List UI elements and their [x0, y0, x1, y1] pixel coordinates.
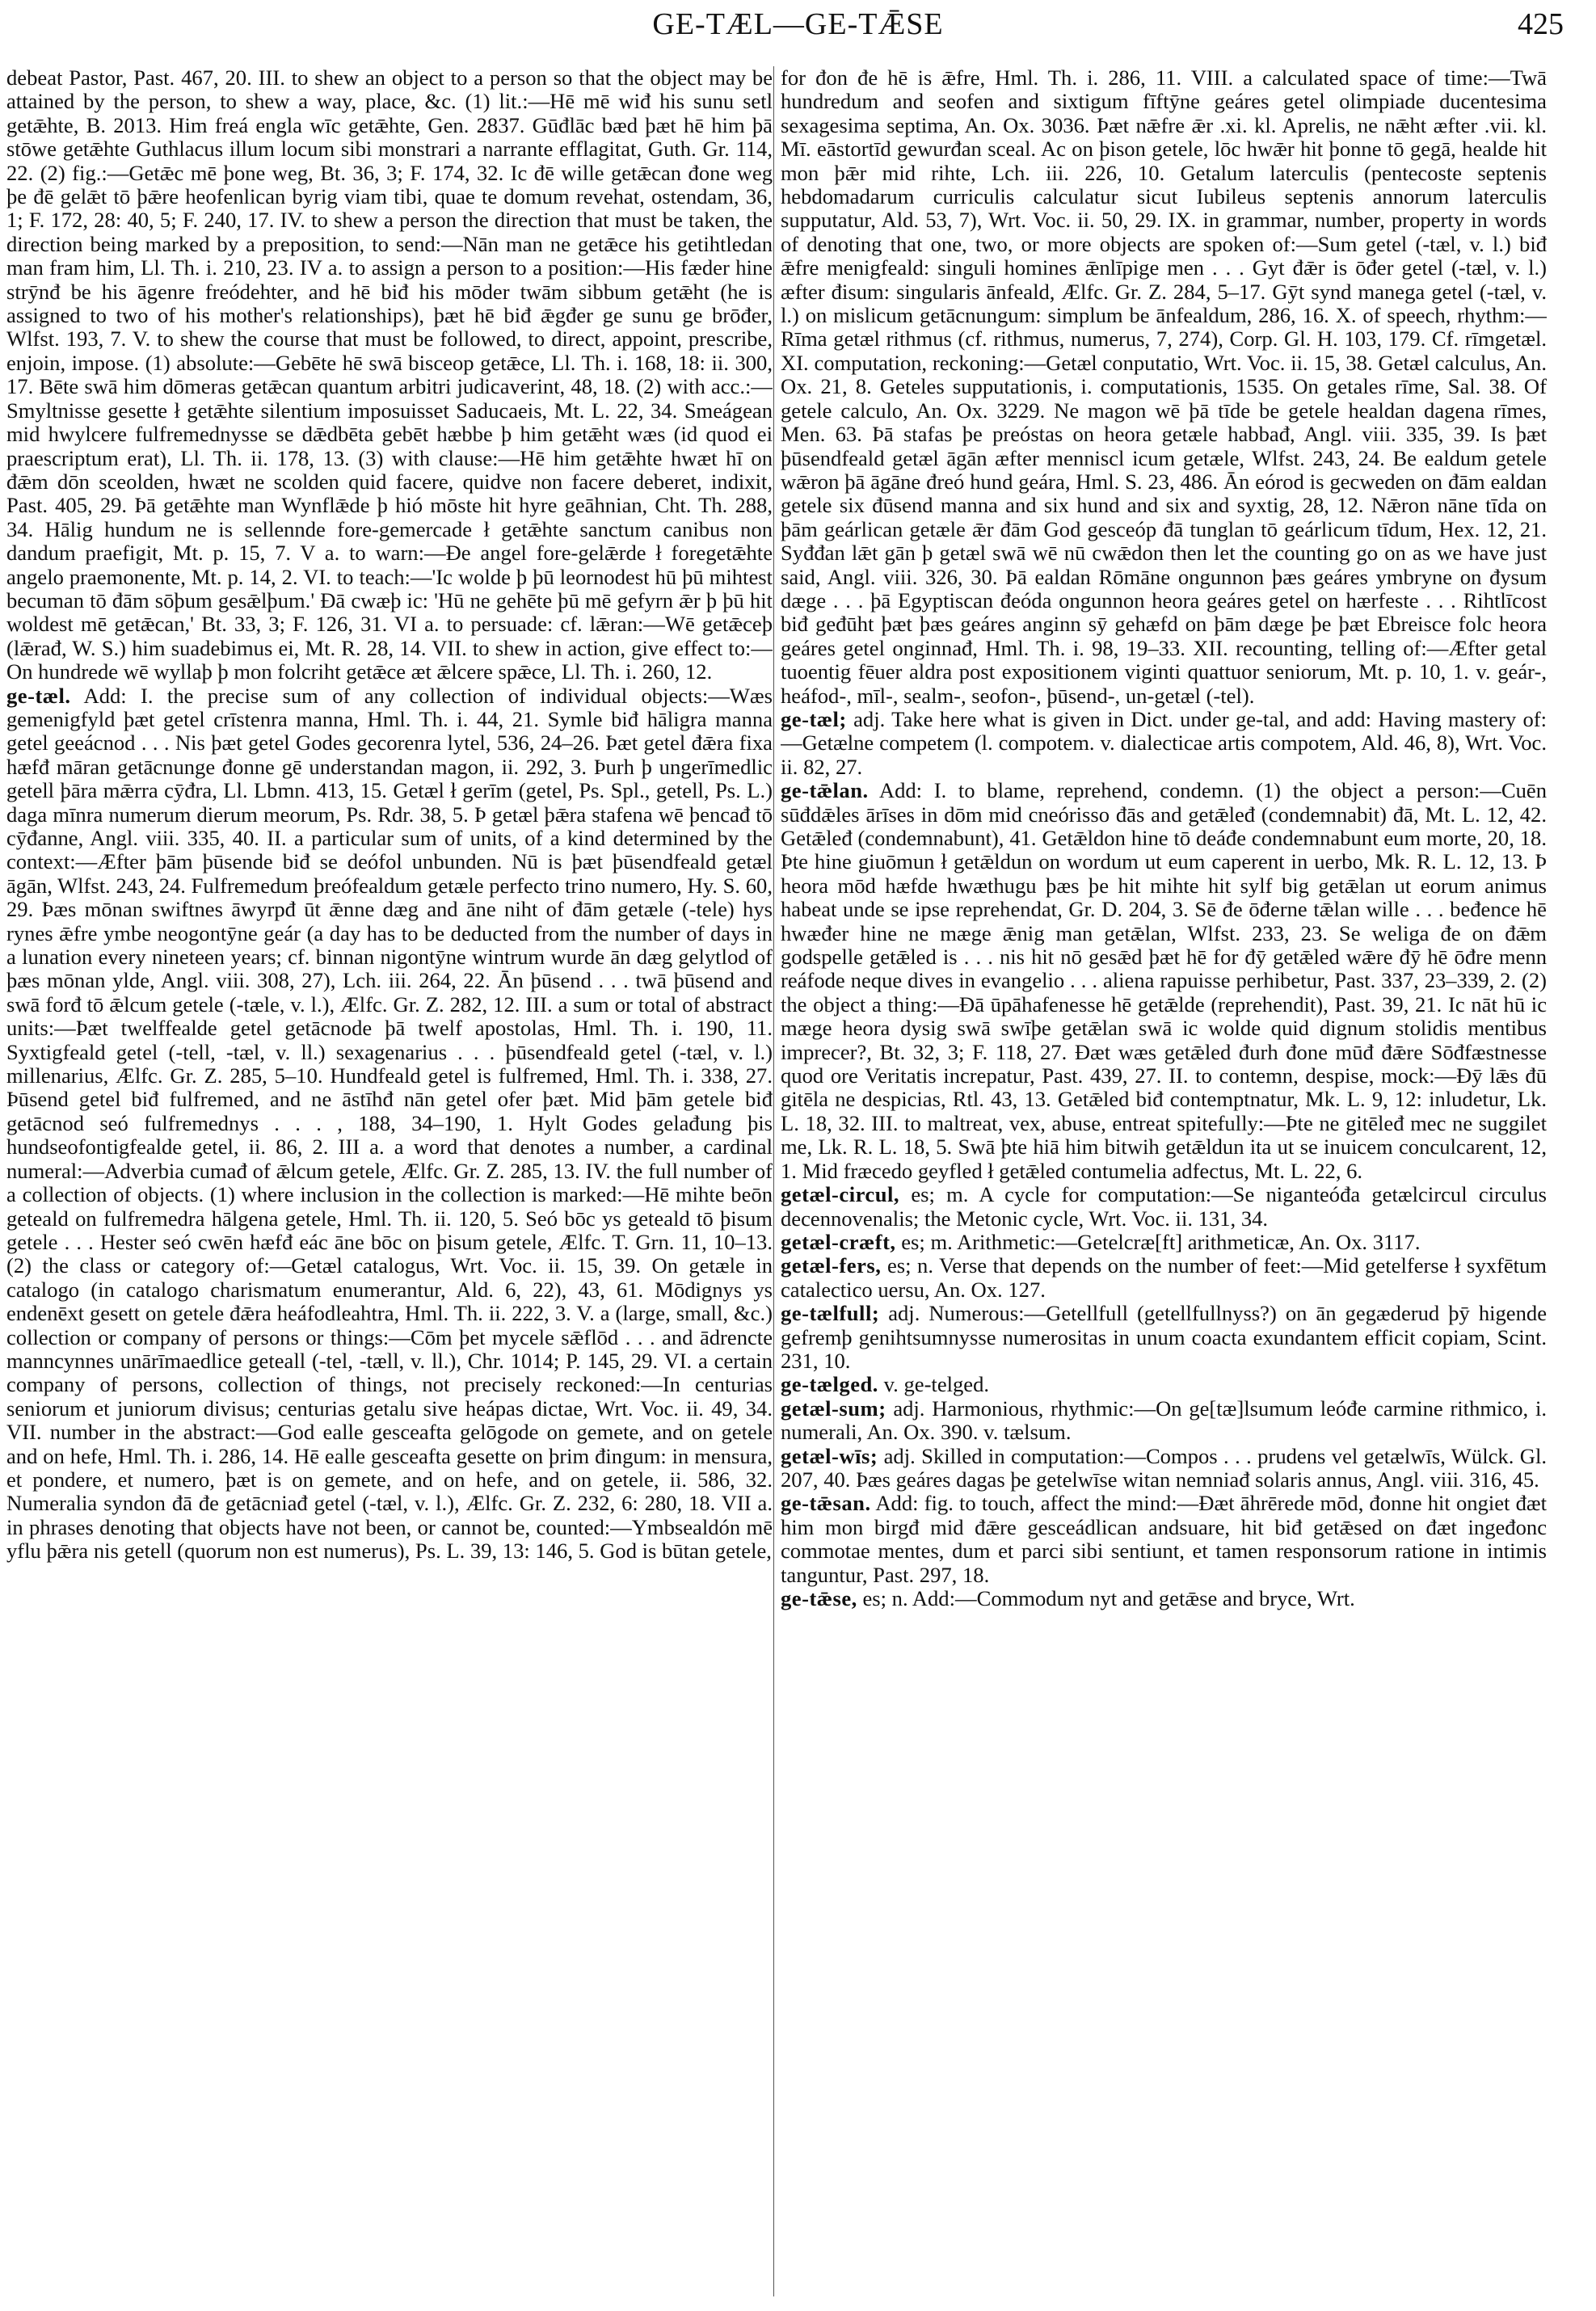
entry-body: es; m. A cycle for computation:—Se niganteóđa getælcircul circulus decennovenalis; the Metonic cycle, Wrt. Voc. ii. 131, 34. [781, 1182, 1547, 1231]
dictionary-entry [6, 66, 773, 684]
dictionary-entry [781, 1492, 1547, 1587]
left-column [6, 66, 773, 2305]
running-title: GE-TÆL—GE-TǢSE [652, 7, 944, 41]
right-column [781, 66, 1547, 2305]
entry-body: v. ge-telged. [883, 1372, 990, 1397]
headword: ge-tælfull; [781, 1301, 880, 1326]
entry-body: debeat Pastor, Past. 467, 20. III. to shew an object to a person so that the object may be attained by the person, to shew a way, place, &c. (1) lit.:—Hē mē wiđ his sunu setl getǣhte, B. 2013. Him freá engla wīc getǣhte, Gen. 2837. Gūđlāc bæd þæt hē him þā stōwe getǣhte Guthlacus illum locum sibi monstrari a narrante efflagitat, Guth. Gr. 114, 22. (2) fig.:—Getǣc mē þone weg, Bt. 36, 3; F. 174, 32. Ic đē wille getǣcan đone weg þe đē gelǣt tō þǣre heofenlican byrig viam tibi, quae te domum revehat, ostendam, 36, 1; F. 172, 28: 40, 5; F. 240, 17. IV. to shew a person the direction that must be taken, the direction being marked by a preposition, to send:—Nān man ne getǣce his getihtledan man fram him, Ll. Th. i. 210, 23. IV a. to assign a person to a position:—His fæder hine strȳnđ be his āgenre freódehter, and hē biđ his mōder twām sibbum getǣht (he is assigned to two of his mother's relationships), þæt hē biđ ǣgđer ge sunu ge brōđer, Wlfst. 193, 7. V. to shew the course that must be followed, to direct, appoint, prescribe, enjoin, impose. (1) absolute:—Gebēte hē swā bisceop getǣce, Ll. Th. i. 168, 18: ii. 300, 17. Bēte swā him dōmeras getǣcan quantum arbitri judicaverint, 48, 18. (2) with acc.:—Smyltnisse gesette ł getǣhte silentium imposuisset Saducaeis, Mt. L. 22, 34. Smeágean mid hwylcere fulfremednysse se dǣdbēta gebēt hæbbe þ him getǣht wæs (id quod ei praescriptum erat), Ll. Th. ii. 178, 13. (3) with clause:—Hē him getǣhte hwæt hī on đǣm dōn sceolden, hwæt ne scolden quid facere, quidve non facere deberet, indixit, Past. 405, 29. Þā getǣhte man Wynflǣde þ hió mōste hit hyre geāhnian, Cht. Th. 288, 34. Hālig hundum ne is sellennde fore-gemercade ł getǣhte sanctum canibus non dandum praefigit, Mt. p. 15, 7. V a. to warn:—Đe angel fore-gelǣrde ł foregetǣhte angelo praemonente, Mt. p. 14, 2. VI. to teach:—'Ic wolde þ þū leornodest hū þū mihtest becuman tō đām sōþum gesǣlþum.' Đā cwæþ ic: 'Hū ne gehēte þū mē gefyrn ǣr þ þū hit woldest mē getǣcan,' Bt. 33, 3; F. 126, 31. VI a. to persuade: cf. lǣran:—Wē getǣceþ (lǣrađ, W. S.) him suadebimus ei, Mt. R. 28, 14. VII. to shew in action, give effect to:—On hundrede wē wyllaþ þ mon folcriht getǣce æt ǣlcere spǣce, Ll. Th. i. 260, 12. [6, 66, 773, 684]
entry-body: adj. Numerous:—Getellfull (getellfullnyss?) on ān gegæderud þȳ higende gefremþ genihtsumnysse numerositas in unum coacta exundantem efficit copiam, Scint. 231, 10. [781, 1301, 1547, 1373]
headword: ge-tælged. [781, 1372, 878, 1397]
page-header [0, 6, 1596, 47]
entry-body: es; n. Add:—Commodum nyt and getǣse and bryce, Wrt. [862, 1586, 1355, 1610]
dictionary-entry [781, 1397, 1547, 1445]
dictionary-entry [781, 1587, 1547, 1610]
column-divider [773, 66, 774, 2296]
headword: ge-tæl. [6, 683, 71, 708]
dictionary-entry [6, 684, 773, 1564]
entry-body: Add: I. the precise sum of any collection of individual objects:—Wæs gemenigfyld þæt getel crīstenra manna, Hml. Th. i. 44, 21. Symle biđ hāligra manna getel geeácnod . . . Nis þæt getel Godes gecorenra lytel, 536, 24–26. Þæt getel đǣra fixa hæfđ māran getācnunge đonne gē understandan magon, ii. 292, 3. Þurh þ ungerīmedlic getell þāra mǣrra cȳđra, Ll. Lbmn. 413, 15. Getæl ł gerīm (getel, Ps. Spl., getell, Ps. L.) daga mīnra numerum dierum meorum, Ps. Rdr. 38, 5. Þ getæl þǣra stafena wē þencađ tō cȳđanne, Angl. viii. 335, 40. II. a particular sum of units, of a kind determined by the context:—Æfter þām þūsende biđ se deófol unbunden. Nū is þæt þūsendfeald getæl āgān, Wlfst. 243, 24. Fulfremedum þreófealdum getæle perfecto trino numero, Hy. S. 60, 29. Þæs mōnan swiftnes āwyrpđ ūt ǣnne dæg and āne niht of đām getæle (-tele) hys rynes ǣfre ymbe neogontȳne geár (a day has to be deducted from the number of days in a lunation every nineteen years; cf. binnan nigontȳne wintrum wurde ān dæg gelytlod of þæs mōnan ylde, Angl. viii. 308, 27), Lch. iii. 264, 22. Ān þūsend . . . twā þūsend and swā forđ tō ǣlcum getele (-tæle, v. l.), Ælfc. Gr. Z. 282, 12. III. a sum or total of abstract units:—Þæt twelffealde getel getācnode þā twelf apostolas, Hml. Th. i. 190, 11. Syxtigfeald getel (-tell, -tæl, v. ll.) sexagenarius . . . þūsendfeald getel (-tæl, v. l.) millenarius, Ælfc. Gr. Z. 285, 5–10. Hundfeald getel is fulfremed, Hml. Th. i. 338, 27. Þūsend getel biđ fulfremed, and ne āstīhđ nān getel ofer þæt. Mid þām getele biđ getācnod seó fulfremednys . . . , 188, 34–190, 1. Hylt Godes gelađung þis hundseofontigfealde getel, ii. 86, 2. III a. a word that denotes a number, a cardinal numeral:—Adverbia cumađ of ǣlcum getele, Ælfc. Gr. Z. 285, 13. IV. the full number of a collection of objects. (1) where inclusion in the collection is marked:—Hē mihte beōn geteald on fulfremedra hālgena getele, Hml. Th. ii. 120, 5. Seó bōc ys geteald tō þisum getele . . . Hester seó cwēn hæfđ eác āne bōc on þisum getele, Ælfc. T. Grn. 11, 10–13. (2) the class or category of:—Getæl catalogus, Wrt. Voc. ii. 15, 39. On getæle in catalogo (in catalogo charismatum enumerantur, Ald. 6, 22), 43, 61. Mōdignys ys endenēxt gesett on getele đǣra heáfodleahtra, Hml. Th. ii. 222, 3. V. a (large, small, &c.) collection or company of persons or things:—Cōm þet mycele sǣflōd . . . and ādrencte manncynnes unārīmaedlice geteall (-tel, -tæll, v. ll.), Chr. 1014; P. 145, 29. VI. a certain company of persons, collection of things, not precisely reckoned:—In centurias seniorum et juniorum divisus; centurias getalu sive heápas dictae, Wrt. Voc. ii. 49, 34. VII. number in the abstract:—God ealle gesceafta gelōgode on gemete, and on getele and on hefe, Hml. Th. i. 286, 14. Hē ealle gesceafta gesette on þrim đingum: in mensura, et pondere, et numero, þæt is on gemete, and on hefe, and on getele, ii. 586, 32. Numeralia syndon đā đe getācniađ getel (-tæl, v. l.), Ælfc. Gr. Z. 232, 6: 280, 18. VII a. in phrases denoting that objects have not been, or cannot be, counted:—Ymbsealdón mē yflu þǣra nis getell (quorum non est numerus), Ps. L. 39, 13: 146, 5. God is būtan getele, [6, 683, 773, 1564]
dictionary-entry [781, 1254, 1547, 1302]
dictionary-entry [781, 1302, 1547, 1373]
dictionary-entry [781, 1373, 1547, 1396]
entry-body: adj. Take here what is given in Dict. under ge-tal, and add: Having mastery of:—Getælne competem (l. compotem. v. dialecticae artis compotem, Ald. 46, 8), Wrt. Voc. ii. 82, 27. [781, 706, 1547, 779]
entry-body: es; m. Arithmetic:—Getelcræ[ft] arithmeticæ, An. Ox. 3117. [901, 1229, 1421, 1254]
dictionary-entry [781, 1183, 1547, 1231]
headword: ge-tǣlan. [781, 778, 869, 803]
headword: getæl-fers, [781, 1253, 882, 1278]
headword: ge-tæl; [781, 706, 847, 731]
dictionary-entry [781, 708, 1547, 779]
headword: getæl-wīs; [781, 1443, 878, 1468]
dictionary-entry [781, 66, 1547, 708]
entry-body: adj. Harmonious, rhythmic:—On ge[tæ]lsumum leóđe carmine rithmico, i. numerali, An. Ox. 390. v. tælsum. [781, 1395, 1547, 1445]
page-number: 425 [1518, 7, 1564, 41]
dictionary-entry [781, 779, 1547, 1183]
dictionary-entry [781, 1231, 1547, 1254]
headword: getæl-sum; [781, 1395, 886, 1421]
headword: ge-tǣse, [781, 1586, 857, 1610]
entry-body: Add: fig. to touch, affect the mind:—Đæt āhrērede mōd, đonne hit ongiet đæt him mon birgđ mid đǣre gesceádlican andsuare, hit biđ getǣsed on đæt ingeđonc commotae mentes, dum et parci sibi sentiunt, et tamen responsorum ratione in intimis tanguntur, Past. 297, 18. [781, 1491, 1547, 1587]
entry-body: adj. Skilled in computation:—Compos . . . prudens vel getælwīs, Wülck. Gl. 207, 40. Þæs geáres dagas þe getelwīse witan nemniađ solaris annus, Angl. viii. 316, 45. [781, 1443, 1547, 1492]
headword: getæl-circul, [781, 1182, 900, 1207]
headword: getæl-cræft, [781, 1229, 896, 1254]
dictionary-entry [781, 1445, 1547, 1492]
entry-body: Add: I. to blame, reprehend, condemn. (1) the object a person:—Cuēn sūđdǣles ārīses in dōm mid cneórisso đās and getǣleđ (condemnabit) đā, Mt. L. 12, 42. Getǣleđ (condemnabunt), 41. Getǣldon hine tō deáđe condemnabunt eum morte, 20, 18. Þte hine giuōmun ł getǣldun on wordum ut eum caperent in uerbo, Mk. R. L. 12, 13. Þ heora mōd hæfde hwæthugu þæs þe hit mihte hit sylf big getǣlan ut eorum animus habeat unde se ipse reprehendat, Gr. D. 204, 3. Sē đe ōđerne tǣlan wille . . . beđence hē hwæđer hine ne mæge ǣnig man getǣlan, Wlfst. 233, 23. Se weliga đe on đǣm godspelle getǣled is . . . nis hit nō gesǣd þæt hē for đȳ getǣled wǣre đȳ hē ōđre menn reáfode neque dives in evangelio . . . aliena rapuisse perhibetur, Past. 337, 23–339, 2. (2) the object a thing:—Đā ūpāhafenesse hē getǣlde (reprehendit), Past. 39, 21. Ic nāt hū ic mæge heora dysig swā swīþe getǣlan swā ic wolde quid dignum stolidis mentibus imprecer?, Bt. 32, 3; F. 118, 27. Đæt wæs getǣled đurh đone mūđ đǣre Sōđfæstnesse quod ore Veritatis increpatur, Past. 439, 27. II. to contemn, despise, mock:—Đȳ lǣs đū gitēla ne despicias, Rtl. 43, 13. Getǣled biđ contemptnatur, Mk. L. 9, 12: inludetur, Lk. L. 18, 32. III. to maltreat, vex, abuse, entreat spitefully:—Þte ne gitēleđ mec ne suggilet me, Lk. R. L. 18, 5. Swā þte hiā him bitwih getǣldun ita ut se inuicem conculcarent, 12, 1. Mid fræcedo geyfled ł getǣled contumelia adfectus, Mt. L. 22, 6. [781, 778, 1547, 1183]
headword: ge-tǣsan. [781, 1491, 871, 1516]
entry-body: for đon đe hē is ǣfre, Hml. Th. i. 286, 11. VIII. a calculated space of time:—Twā hundredum and seofen and sixtigum fīftȳne geáres getel olimpiade ducentesima sexagesima septima, An. Ox. 3036. Þæt nǣfre ǣr .xi. kl. Aprelis, ne nǣht æfter .vii. kl. Mī. eāstortīd gewurđan sceal. Ac on þison getele, lōc hwǣr hit þonne tō gegā, healde hit mon þǣr mid rihte, Lch. iii. 226, 10. Getalum laterculis (pentecoste septenis hebdomadarum curriculis calculatur sicut Iubileus septenis annorum laterculis supputatur, Ald. 53, 7), Wrt. Voc. ii. 50, 29. IX. in grammar, number, property in words of denoting that one, two, or more objects are spoken of:—Sum getel (-tæl, v. l.) biđ ǣfre menigfeald: singuli homines ǣnlīpige men . . . Gyt đǣr is ōđer getel (-tæl, v. l.) æfter đisum: singularis ānfeald, Ælfc. Gr. Z. 284, 5–17. Gȳt synd manega getel (-tæl, v. l.) on mislicum getācnungum: simplum be ānfealdum, 286, 16. X. of speech, rhythm:—Rīma getæl rithmus (cf. rithmus, numerus, 7, 274), Corp. Gl. H. 103, 179. Cf. rīmgetæl. XI. computation, reckoning:—Getæl conputatio, Wrt. Voc. ii. 15, 38. Getæl calculus, An. Ox. 21, 8. Geteles supputationis, i. computationis, 1535. On getales rīme, Sal. 38. Of getele calculo, An. Ox. 3229. Ne magon wē þā tīde be getele healdan dagena rīmes, Men. 63. Þā stafas þe preóstas on heora getæle habbađ, Angl. viii. 335, 39. Is þæt þūsendfeald getæl āgān æfter menniscl icum getæle, Wlfst. 243, 24. Be ealdum getele wǣron þā āgāne đreó hund geára, Hml. S. 23, 486. Ān eórod is gecweden on đām ealdan getele six đūsend manna and six hund and six and syxtig, 28, 12. Nǣron nāne tīda on þām geárlican getæle ǣr đām God gesceóp đā tunglan tō geárlicum tīdum, Hex. 12, 21. Syđđan lǣt gān þ getæl swā wē nū cwǣdon then let the counting go on as we have just said, Angl. viii. 326, 30. Þā ealdan Rōmāne ongunnon þæs geáres ymbryne on đysum dæge . . . þā Egyptiscan đeóda ongunnon heora geáres getel on hærfeste . . . Rihtlīcost biđ geđūht þæt þæs geáres anginn sȳ gehæfd on þām dæge þe þæt Ebreisce folc heora geáres getel onginnađ, Hml. Th. i. 98, 19–33. XII. recounting, telling of:—Æfter getal tuoentig fēuer aldra post expositionem viginti quattuor seniorum, Mt. p. 10, 1. v. geár-, heáfod-, mīl-, sealm-, seofon-, þūsend-, un-getæl (-tel). [781, 66, 1547, 708]
entry-body: es; n. Verse that depends on the number of feet:—Mid getelferse ł syxfētum catalectico uersu, An. Ox. 127. [781, 1253, 1547, 1302]
